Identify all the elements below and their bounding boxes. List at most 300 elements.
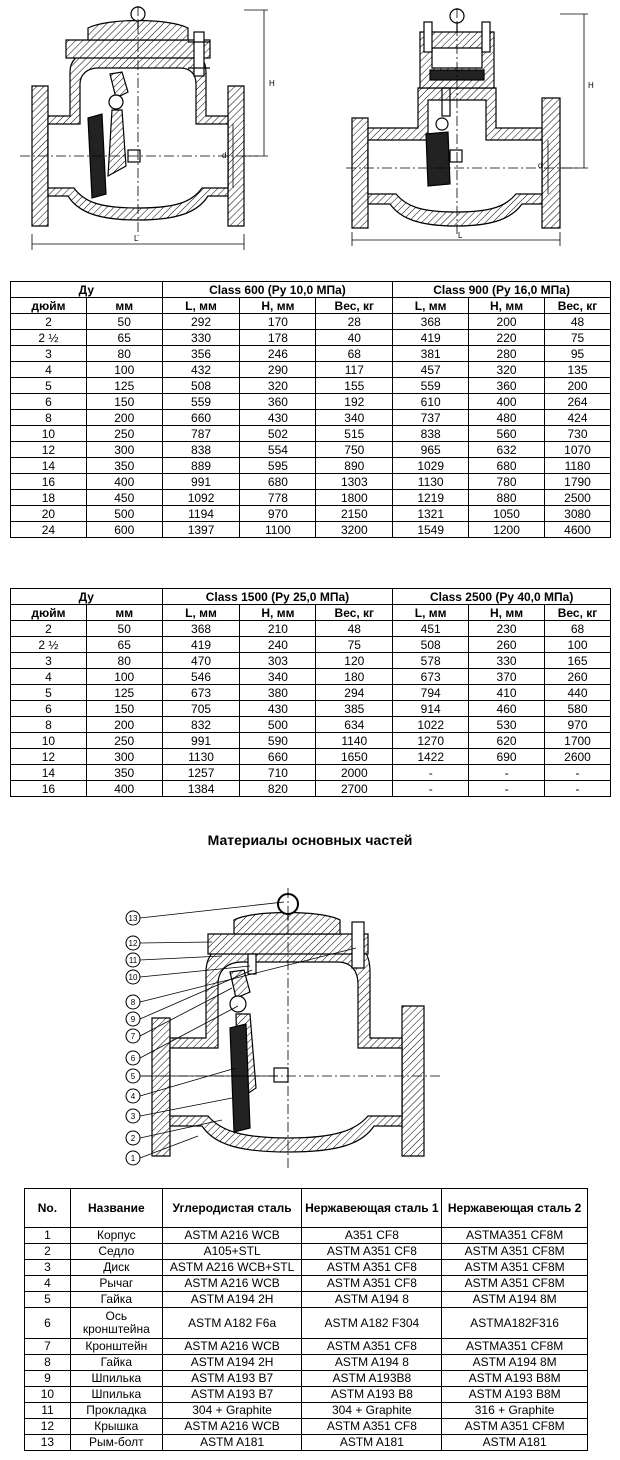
- height-cell: 620: [469, 733, 545, 749]
- weight-cell: 2000: [316, 765, 393, 781]
- inch-cell: 14: [11, 765, 87, 781]
- name-cell: Ось кронштейна: [70, 1308, 162, 1339]
- weight-cell: 28: [316, 314, 393, 330]
- table-row: [25, 1244, 588, 1260]
- height-cell: 710: [240, 765, 316, 781]
- length-cell: 991: [162, 733, 240, 749]
- height-cell: 220: [469, 330, 545, 346]
- weight-cell: -: [545, 765, 611, 781]
- weight-cell: 970: [545, 717, 611, 733]
- stainless-steel-1-cell: ASTM A193B8: [302, 1371, 442, 1387]
- inch-cell: 16: [11, 474, 87, 490]
- materials-table: [24, 1188, 588, 1451]
- weight-cell: 750: [316, 442, 393, 458]
- stainless-steel-2-cell: ASTM A351 CF8M: [442, 1260, 588, 1276]
- weight-cell: 135: [545, 362, 611, 378]
- height-cell: 230: [469, 621, 545, 637]
- weight-cell: 40: [316, 330, 393, 346]
- weight-cell: 1700: [545, 733, 611, 749]
- stainless-steel-1-cell: 304 + Graphite: [302, 1403, 442, 1419]
- mm-header: мм: [86, 298, 162, 314]
- name-cell: Гайка: [70, 1355, 162, 1371]
- height-cell: 280: [469, 346, 545, 362]
- no-header: No.: [25, 1189, 71, 1228]
- mm-cell: 50: [86, 621, 162, 637]
- no-cell: 6: [25, 1308, 71, 1339]
- height-cell: 340: [240, 669, 316, 685]
- weight-cell: 200: [545, 378, 611, 394]
- length-cell: 1397: [162, 522, 240, 538]
- diameter-dimension-label: d: [222, 151, 227, 160]
- length-cell: 1219: [393, 490, 469, 506]
- callout-number: 5: [130, 1072, 136, 1081]
- no-cell: 8: [25, 1355, 71, 1371]
- table-row: [25, 1435, 588, 1451]
- table-row: [11, 410, 611, 426]
- name-cell: Прокладка: [70, 1403, 162, 1419]
- length-cell: 330: [162, 330, 240, 346]
- no-cell: 7: [25, 1339, 71, 1355]
- weight-cell: 3080: [545, 506, 611, 522]
- weight-cell: 68: [545, 621, 611, 637]
- weight-header: Вес, кг: [545, 605, 611, 621]
- stainless-steel-2-cell: ASTM A194 8M: [442, 1292, 588, 1308]
- stainless-steel-2-cell: ASTM A351 CF8M: [442, 1244, 588, 1260]
- length-cell: 292: [162, 314, 240, 330]
- mm-cell: 65: [86, 330, 162, 346]
- table-row: [11, 442, 611, 458]
- inch-cell: 10: [11, 733, 87, 749]
- length-cell: 470: [162, 653, 240, 669]
- class-600-header: Class 600 (Ру 10,0 МПа): [162, 282, 393, 298]
- table-row: [11, 749, 611, 765]
- weight-cell: 1800: [316, 490, 393, 506]
- weight-cell: 2500: [545, 490, 611, 506]
- carbon-steel-cell: ASTM A182 F6a: [162, 1308, 302, 1339]
- name-cell: Диск: [70, 1260, 162, 1276]
- inch-cell: 8: [11, 410, 87, 426]
- mm-cell: 350: [86, 458, 162, 474]
- weight-cell: 48: [316, 621, 393, 637]
- mm-cell: 250: [86, 426, 162, 442]
- length-header: L, мм: [162, 298, 240, 314]
- length-cell: 1549: [393, 522, 469, 538]
- stainless-steel-1-header: Нержавеющая сталь 1: [302, 1189, 442, 1228]
- weight-cell: 385: [316, 701, 393, 717]
- mm-cell: 125: [86, 685, 162, 701]
- length-cell: 546: [162, 669, 240, 685]
- weight-cell: 1180: [545, 458, 611, 474]
- name-cell: Корпус: [70, 1228, 162, 1244]
- carbon-steel-cell: ASTM A194 2H: [162, 1355, 302, 1371]
- stainless-steel-2-cell: ASTMA351 CF8M: [442, 1228, 588, 1244]
- length-cell: 559: [393, 378, 469, 394]
- weight-cell: 1790: [545, 474, 611, 490]
- no-cell: 2: [25, 1244, 71, 1260]
- no-cell: 4: [25, 1276, 71, 1292]
- length-cell: 457: [393, 362, 469, 378]
- height-cell: 178: [240, 330, 316, 346]
- height-cell: 590: [240, 733, 316, 749]
- mm-cell: 50: [86, 314, 162, 330]
- inch-cell: 16: [11, 781, 87, 797]
- inch-cell: 24: [11, 522, 87, 538]
- mm-cell: 600: [86, 522, 162, 538]
- weight-cell: 1070: [545, 442, 611, 458]
- table-row: [25, 1371, 588, 1387]
- length-cell: 1022: [393, 717, 469, 733]
- height-cell: 502: [240, 426, 316, 442]
- length-cell: 914: [393, 701, 469, 717]
- mm-cell: 350: [86, 765, 162, 781]
- inch-cell: 6: [11, 394, 87, 410]
- table-row: [25, 1292, 588, 1308]
- weight-cell: 515: [316, 426, 393, 442]
- height-cell: 170: [240, 314, 316, 330]
- stainless-steel-1-cell: ASTM A351 CF8: [302, 1260, 442, 1276]
- table-row: [11, 458, 611, 474]
- length-cell: 705: [162, 701, 240, 717]
- stainless-steel-1-cell: ASTM A351 CF8: [302, 1244, 442, 1260]
- inch-cell: 3: [11, 346, 87, 362]
- no-cell: 5: [25, 1292, 71, 1308]
- table-row: [25, 1419, 588, 1435]
- table-row: [11, 394, 611, 410]
- inch-cell: 2: [11, 621, 87, 637]
- table-row: [25, 1228, 588, 1244]
- length-cell: 673: [393, 669, 469, 685]
- carbon-steel-cell: ASTM A181: [162, 1435, 302, 1451]
- no-cell: 10: [25, 1387, 71, 1403]
- weight-cell: 264: [545, 394, 611, 410]
- height-cell: 330: [469, 653, 545, 669]
- table-row: [11, 685, 611, 701]
- mm-cell: 150: [86, 701, 162, 717]
- mm-cell: 450: [86, 490, 162, 506]
- callout-number: 12: [128, 939, 138, 948]
- weight-cell: 260: [545, 669, 611, 685]
- weight-cell: 2700: [316, 781, 393, 797]
- weight-header: Вес, кг: [316, 605, 393, 621]
- height-cell: 430: [240, 410, 316, 426]
- length-cell: 838: [162, 442, 240, 458]
- height-cell: 430: [240, 701, 316, 717]
- height-cell: 530: [469, 717, 545, 733]
- inch-cell: 12: [11, 442, 87, 458]
- callout-number: 3: [130, 1112, 136, 1121]
- callout-number: 6: [130, 1054, 136, 1063]
- callout-number: 4: [130, 1092, 136, 1101]
- weight-cell: 117: [316, 362, 393, 378]
- length-cell: 1194: [162, 506, 240, 522]
- height-cell: 560: [469, 426, 545, 442]
- carbon-steel-cell: A105+STL: [162, 1244, 302, 1260]
- stainless-steel-1-cell: ASTM A351 CF8: [302, 1419, 442, 1435]
- height-cell: 880: [469, 490, 545, 506]
- length-cell: 1130: [162, 749, 240, 765]
- length-cell: 1130: [393, 474, 469, 490]
- inch-cell: 18: [11, 490, 87, 506]
- height-cell: 1200: [469, 522, 545, 538]
- callout-number: 8: [130, 998, 136, 1007]
- height-cell: 970: [240, 506, 316, 522]
- mm-cell: 200: [86, 410, 162, 426]
- height-cell: 200: [469, 314, 545, 330]
- stainless-steel-2-header: Нержавеющая сталь 2: [442, 1189, 588, 1228]
- height-cell: 820: [240, 781, 316, 797]
- no-cell: 12: [25, 1419, 71, 1435]
- mm-header: мм: [86, 605, 162, 621]
- inch-cell: 8: [11, 717, 87, 733]
- height-cell: 680: [240, 474, 316, 490]
- du-header: Ду: [11, 282, 163, 298]
- length-cell: -: [393, 781, 469, 797]
- height-cell: 360: [240, 394, 316, 410]
- mm-cell: 65: [86, 637, 162, 653]
- weight-cell: -: [545, 781, 611, 797]
- inch-cell: 5: [11, 378, 87, 394]
- table-row: [11, 717, 611, 733]
- height-cell: 660: [240, 749, 316, 765]
- stainless-steel-2-cell: ASTM A351 CF8M: [442, 1419, 588, 1435]
- table-row: [11, 330, 611, 346]
- stainless-steel-2-cell: ASTM A194 8M: [442, 1355, 588, 1371]
- length-dimension-label: L: [134, 234, 139, 243]
- length-cell: 1321: [393, 506, 469, 522]
- weight-cell: 120: [316, 653, 393, 669]
- carbon-steel-cell: ASTM A216 WCB: [162, 1228, 302, 1244]
- length-cell: 559: [162, 394, 240, 410]
- valve-parts-drawing: [112, 888, 452, 1178]
- inch-cell: 2: [11, 314, 87, 330]
- table-row: [11, 621, 611, 637]
- table-row: [11, 669, 611, 685]
- stainless-steel-2-cell: 316 + Graphite: [442, 1403, 588, 1419]
- length-cell: 1029: [393, 458, 469, 474]
- name-cell: Шпилька: [70, 1371, 162, 1387]
- table-row: [11, 490, 611, 506]
- materials-section-title: Материалы основных частей: [207, 832, 413, 848]
- inch-cell: 4: [11, 362, 87, 378]
- table-row: [11, 733, 611, 749]
- height-cell: 480: [469, 410, 545, 426]
- table-row: [11, 701, 611, 717]
- table-row: [11, 781, 611, 797]
- inch-header: дюйм: [11, 298, 87, 314]
- weight-cell: 165: [545, 653, 611, 669]
- weight-cell: 294: [316, 685, 393, 701]
- mm-cell: 500: [86, 506, 162, 522]
- weight-cell: 95: [545, 346, 611, 362]
- weight-cell: 424: [545, 410, 611, 426]
- height-cell: 778: [240, 490, 316, 506]
- diameter-dimension-label: d: [538, 161, 543, 170]
- dimensions-table-600-900: [10, 281, 611, 538]
- callout-number: 10: [128, 973, 138, 982]
- mm-cell: 300: [86, 442, 162, 458]
- length-cell: 1257: [162, 765, 240, 781]
- length-cell: 832: [162, 717, 240, 733]
- name-cell: Крышка: [70, 1419, 162, 1435]
- carbon-steel-cell: ASTM A216 WCB: [162, 1339, 302, 1355]
- length-cell: 673: [162, 685, 240, 701]
- stainless-steel-1-cell: ASTM A182 F304: [302, 1308, 442, 1339]
- inch-cell: 2 ½: [11, 330, 87, 346]
- height-cell: 1050: [469, 506, 545, 522]
- length-cell: 965: [393, 442, 469, 458]
- table-row: [11, 522, 611, 538]
- height-cell: 320: [469, 362, 545, 378]
- inch-cell: 12: [11, 749, 87, 765]
- name-cell: Кронштейн: [70, 1339, 162, 1355]
- length-cell: 838: [393, 426, 469, 442]
- name-cell: Шпилька: [70, 1387, 162, 1403]
- height-header: H, мм: [240, 298, 316, 314]
- weight-cell: 68: [316, 346, 393, 362]
- table-row: [11, 506, 611, 522]
- weight-cell: 48: [545, 314, 611, 330]
- class-1500-header: Class 1500 (Ру 25,0 МПа): [162, 589, 393, 605]
- weight-cell: 634: [316, 717, 393, 733]
- length-cell: 451: [393, 621, 469, 637]
- inch-cell: 4: [11, 669, 87, 685]
- length-cell: 660: [162, 410, 240, 426]
- height-header: H, мм: [240, 605, 316, 621]
- height-cell: 460: [469, 701, 545, 717]
- class-2500-header: Class 2500 (Ру 40,0 МПа): [393, 589, 611, 605]
- weight-cell: 580: [545, 701, 611, 717]
- height-cell: -: [469, 781, 545, 797]
- height-cell: 260: [469, 637, 545, 653]
- table-row: [25, 1355, 588, 1371]
- mm-cell: 100: [86, 669, 162, 685]
- weight-cell: 192: [316, 394, 393, 410]
- carbon-steel-cell: ASTM A216 WCB+STL: [162, 1260, 302, 1276]
- height-cell: 410: [469, 685, 545, 701]
- length-cell: 578: [393, 653, 469, 669]
- dimensions-table-1500-2500: [10, 588, 611, 797]
- height-cell: 370: [469, 669, 545, 685]
- mm-cell: 80: [86, 653, 162, 669]
- carbon-steel-cell: ASTM A193 B7: [162, 1371, 302, 1387]
- inch-cell: 2 ½: [11, 637, 87, 653]
- height-cell: -: [469, 765, 545, 781]
- stainless-steel-2-cell: ASTM A181: [442, 1435, 588, 1451]
- carbon-steel-cell: 304 + Graphite: [162, 1403, 302, 1419]
- callout-number: 2: [130, 1134, 136, 1143]
- du-header: Ду: [11, 589, 163, 605]
- height-cell: 1100: [240, 522, 316, 538]
- mm-cell: 400: [86, 474, 162, 490]
- stainless-steel-2-cell: ASTMA351 CF8M: [442, 1339, 588, 1355]
- table-row: [25, 1403, 588, 1419]
- table-row: [11, 637, 611, 653]
- table-row: [11, 426, 611, 442]
- table-row: [25, 1387, 588, 1403]
- length-cell: 381: [393, 346, 469, 362]
- length-cell: 508: [393, 637, 469, 653]
- length-cell: 610: [393, 394, 469, 410]
- weight-cell: 340: [316, 410, 393, 426]
- length-cell: 1270: [393, 733, 469, 749]
- height-cell: 690: [469, 749, 545, 765]
- inch-cell: 3: [11, 653, 87, 669]
- callout-number: 11: [128, 956, 138, 965]
- name-cell: Рычаг: [70, 1276, 162, 1292]
- no-cell: 1: [25, 1228, 71, 1244]
- weight-cell: 1140: [316, 733, 393, 749]
- length-cell: 508: [162, 378, 240, 394]
- stainless-steel-1-cell: A351 CF8: [302, 1228, 442, 1244]
- valve-drawing-900: [346, 8, 598, 248]
- callout-number: 7: [130, 1032, 136, 1041]
- stainless-steel-2-cell: ASTM A351 CF8M: [442, 1276, 588, 1292]
- stainless-steel-2-cell: ASTM A193 B8M: [442, 1371, 588, 1387]
- stainless-steel-1-cell: ASTM A351 CF8: [302, 1276, 442, 1292]
- weight-cell: 3200: [316, 522, 393, 538]
- no-cell: 3: [25, 1260, 71, 1276]
- inch-cell: 5: [11, 685, 87, 701]
- height-dimension-label: H: [269, 79, 275, 88]
- table-row: [11, 378, 611, 394]
- mm-cell: 250: [86, 733, 162, 749]
- stainless-steel-1-cell: ASTM A193 B8: [302, 1387, 442, 1403]
- table-row: [11, 314, 611, 330]
- stainless-steel-1-cell: ASTM A194 8: [302, 1355, 442, 1371]
- weight-cell: 100: [545, 637, 611, 653]
- height-cell: 500: [240, 717, 316, 733]
- height-cell: 780: [469, 474, 545, 490]
- length-cell: 794: [393, 685, 469, 701]
- mm-cell: 400: [86, 781, 162, 797]
- length-header: L, мм: [162, 605, 240, 621]
- weight-cell: 2150: [316, 506, 393, 522]
- length-cell: 1422: [393, 749, 469, 765]
- table-row: [25, 1276, 588, 1292]
- table-row: [25, 1339, 588, 1355]
- length-cell: 432: [162, 362, 240, 378]
- height-cell: 554: [240, 442, 316, 458]
- weight-cell: 2600: [545, 749, 611, 765]
- weight-cell: 75: [316, 637, 393, 653]
- callout-number: 9: [130, 1015, 136, 1024]
- inch-header: дюйм: [11, 605, 87, 621]
- height-cell: 303: [240, 653, 316, 669]
- name-header: Название: [70, 1189, 162, 1228]
- weight-cell: 1650: [316, 749, 393, 765]
- mm-cell: 125: [86, 378, 162, 394]
- length-header: L, мм: [393, 298, 469, 314]
- table-row: [11, 474, 611, 490]
- length-dimension-label: L: [458, 231, 463, 240]
- stainless-steel-1-cell: ASTM A181: [302, 1435, 442, 1451]
- height-cell: 380: [240, 685, 316, 701]
- mm-cell: 80: [86, 346, 162, 362]
- height-cell: 320: [240, 378, 316, 394]
- no-cell: 9: [25, 1371, 71, 1387]
- length-cell: 889: [162, 458, 240, 474]
- inch-cell: 20: [11, 506, 87, 522]
- height-cell: 246: [240, 346, 316, 362]
- length-cell: 356: [162, 346, 240, 362]
- length-cell: 368: [162, 621, 240, 637]
- table-row: [11, 765, 611, 781]
- length-cell: 991: [162, 474, 240, 490]
- length-cell: 419: [393, 330, 469, 346]
- length-cell: -: [393, 765, 469, 781]
- stainless-steel-2-cell: ASTM A193 B8M: [442, 1387, 588, 1403]
- weight-cell: 75: [545, 330, 611, 346]
